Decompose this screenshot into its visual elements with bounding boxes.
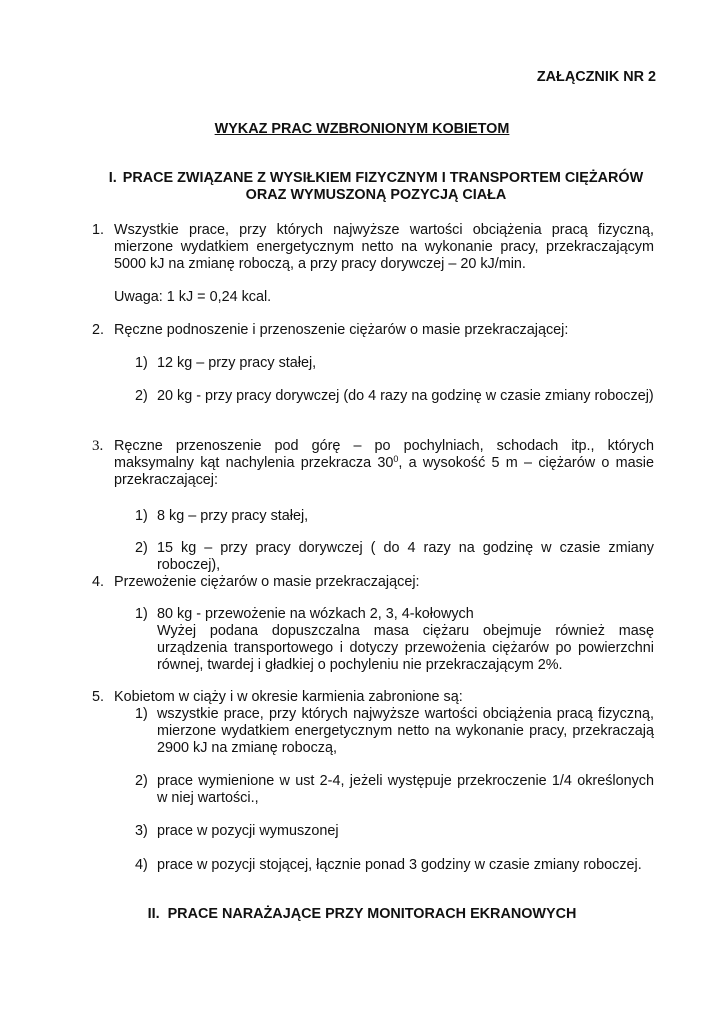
item-text-part2: , a wysokość 5 m – ciężarów o masie przekraczającej:: [114, 455, 654, 488]
sub-item-number: 1): [135, 706, 148, 722]
section-1-number: I.: [108, 170, 117, 186]
section-1-heading: [92, 170, 660, 204]
sub-item: [135, 606, 654, 674]
sub-item-text: wszystkie prace, przy których najwyższe wartości obciążenia pracą fizyczną, mierzone wydatkiem energetycznym netto na wykonanie pracy, przekraczają 2900 kJ na zmianę roboczą,: [157, 706, 654, 756]
sub-item: [135, 388, 654, 405]
item-number: 4.: [92, 574, 105, 590]
sub-item-text: prace w pozycji wymuszonej: [157, 823, 339, 839]
section-1-title-line2: ORAZ WYMUSZONĄ POZYCJĄ CIAŁA: [245, 187, 507, 203]
sub-item-number: 2): [135, 388, 148, 404]
sub-item-number: 2): [135, 540, 148, 556]
sub-item-number: 2): [135, 773, 148, 789]
note: Uwaga: 1 kJ = 0,24 kcal.: [114, 289, 272, 305]
sub-item-number: 1): [135, 508, 148, 524]
item-text: Przewożenie ciężarów o masie przekraczającej:: [114, 574, 420, 590]
sub-item-text: 80 kg - przewożenie na wózkach 2, 3, 4-kołowych: [157, 606, 474, 622]
list-item-5: [92, 689, 654, 706]
sub-item: [135, 540, 654, 574]
item-text: [114, 438, 654, 489]
item-number: 3.: [92, 438, 104, 454]
document-title: WYKAZ PRAC WZBRONIONYM KOBIETOM: [214, 121, 510, 137]
sub-item-number: 1): [135, 355, 148, 371]
section-2-heading: [0, 906, 724, 923]
sub-item: [135, 857, 654, 874]
sub-item: [135, 706, 654, 757]
sub-item-body: [157, 606, 654, 674]
list-item-2: [92, 322, 654, 339]
section-2-number: II.: [147, 906, 160, 922]
item-number: 5.: [92, 689, 105, 705]
item-number: 2.: [92, 322, 105, 338]
sub-item-text: 8 kg – przy pracy stałej,: [157, 508, 309, 524]
section-2-title: PRACE NARAŻAJĄCE PRZY MONITORACH EKRANOWYCH: [167, 906, 577, 922]
list-item-1: [92, 222, 654, 273]
sub-item-number: 1): [135, 606, 148, 622]
sub-item: [135, 773, 654, 807]
item-text-part1: Ręczne przenoszenie pod górę – po pochylniach, schodach itp., których maksymalny kąt nachylenia przekracza 30: [114, 438, 654, 471]
item-number: 1.: [92, 222, 105, 238]
sub-item-text: 15 kg – przy pracy dorywczej ( do 4 razy na godzinę w czasie zmiany roboczej),: [157, 540, 654, 573]
attachment-label: ZAŁĄCZNIK NR 2: [536, 69, 656, 85]
section-1-title-line1: PRACE ZWIĄZANE Z WYSIŁKIEM FIZYCZNYM I TRANSPORTEM CIĘŻARÓW: [122, 170, 644, 186]
sub-item: [135, 355, 654, 372]
item-text: Ręczne podnoszenie i przenoszenie ciężarów o masie przekraczającej:: [114, 322, 569, 338]
sub-item-text: prace wymienione w ust 2-4, jeżeli występuje przekroczenie 1/4 określonych w niej wartości.,: [157, 773, 654, 806]
sub-item-text: 12 kg – przy pracy stałej,: [157, 355, 317, 371]
sub-item-number: 3): [135, 823, 148, 839]
sub-item-text: 20 kg - przy pracy dorywczej (do 4 razy na godzinę w czasie zmiany roboczej): [157, 388, 654, 404]
sub-item: [135, 508, 654, 525]
list-item-4: [92, 574, 654, 591]
sub-item: [135, 823, 654, 840]
item-text: Wszystkie prace, przy których najwyższe wartości obciążenia pracą fizyczną, mierzone wydatkiem energetycznym netto na wykonanie pracy, przekraczającym 5000 kJ na zmianę roboczą, a przy pracy dorywczej – 20 kJ/min.: [114, 222, 654, 272]
superscript-degree: 0: [393, 454, 399, 464]
sub-item-extra: Wyżej podana dopuszczalna masa ciężaru obejmuje również masę urządzenia transportowego i dotyczy przewożenia ciężarów po powierzchni równej, twardej i gładkiej o pochyleniu nie przekraczającym 2%.: [157, 623, 654, 673]
item-text: Kobietom w ciąży i w okresie karmienia zabronione są:: [114, 689, 463, 705]
sub-item-number: 4): [135, 857, 148, 873]
list-item-3: [92, 438, 654, 489]
sub-item-text: prace w pozycji stojącej, łącznie ponad 3 godziny w czasie zmiany roboczej.: [157, 857, 642, 873]
